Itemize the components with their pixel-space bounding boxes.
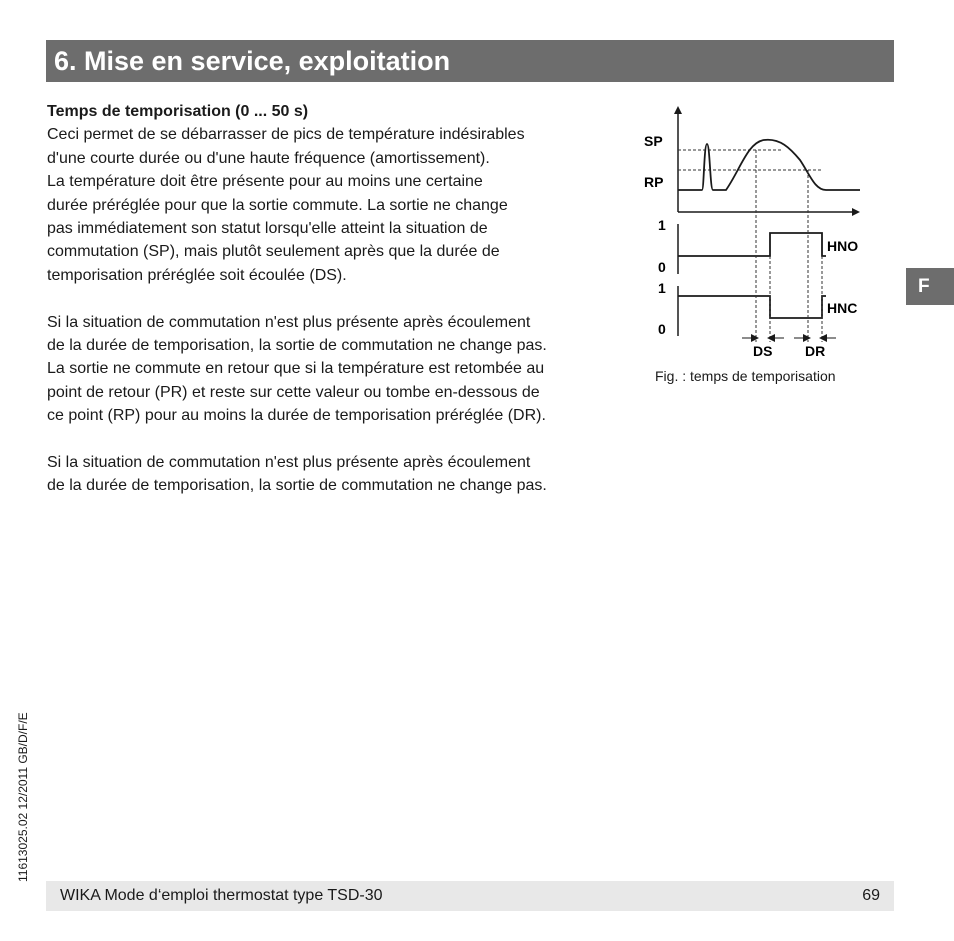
subsection-title: Temps de temporisation (0 ... 50 s) [47, 103, 309, 120]
section-heading: 6. Mise en service, exploitation [54, 46, 451, 76]
document-code: 11613025.02 12/2011 GB/D/F/E [16, 712, 30, 882]
hno-low-label: 0 [658, 259, 666, 275]
hnc-low-label: 0 [658, 321, 666, 337]
hnc-label: HNC [827, 300, 858, 316]
body-text [47, 100, 637, 498]
language-tab-label: F [918, 276, 930, 297]
text-line: Ceci permet de se débarrasser de pics de température indésirables [47, 126, 525, 144]
hno-high-label: 1 [658, 217, 666, 233]
paragraph-gap [47, 287, 637, 310]
text-line: Si la situation de commutation n'est plus présente après écoulement [47, 313, 531, 331]
x-axis-arrow-icon [852, 208, 860, 216]
temperature-curve [678, 140, 860, 190]
text-line: temporisation préréglée soit écoulée (DS). [47, 266, 347, 284]
text-line: commutation (SP), mais plutôt seulement après que la durée de [47, 243, 500, 261]
text-line: ce point (RP) pour au moins la durée de temporisation préréglée (DR). [47, 407, 546, 425]
paragraph-1 [47, 123, 637, 287]
text-line: de la durée de temporisation, la sortie de commutation ne change pas. [47, 477, 547, 495]
hnc-signal [678, 296, 826, 318]
page-number: 69 [862, 887, 880, 904]
text-line: point de retour (PR) et reste sur cette valeur ou tombe en-dessous de [47, 383, 540, 401]
paragraph-3 [47, 451, 637, 498]
text-line: La température doit être présente pour au moins une certaine [47, 173, 483, 191]
delay-time-diagram [640, 100, 870, 365]
y-axis-arrow-icon [674, 106, 682, 114]
text-line: La sortie ne commute en retour que si la température est retombée au [47, 360, 545, 378]
ds-label: DS [753, 343, 773, 359]
section-header [46, 40, 894, 82]
paragraph-gap [47, 428, 637, 451]
text-line: pas immédiatement son statut lorsqu'elle atteint la situation de [47, 220, 488, 238]
hnc-high-label: 1 [658, 280, 666, 296]
figure-caption: Fig. : temps de temporisation [655, 368, 836, 384]
text-line: de la durée de temporisation, la sortie de commutation ne change pas. [47, 337, 547, 355]
rp-label: RP [644, 174, 664, 190]
paragraph-2 [47, 311, 637, 428]
text-line: Si la situation de commutation n'est plus présente après écoulement [47, 454, 531, 472]
sp-label: SP [644, 133, 663, 149]
page-footer [46, 881, 894, 911]
text-line: durée préréglée pour que la sortie commute. La sortie ne change [47, 196, 508, 214]
dr-label: DR [805, 343, 826, 359]
hno-label: HNO [827, 238, 859, 254]
language-tab [906, 268, 954, 305]
text-line: d'une courte durée ou d'une haute fréquence (amortissement). [47, 149, 490, 167]
hno-signal [678, 233, 826, 256]
footer-title: WIKA Mode d‘emploi thermostat type TSD-30 [60, 887, 383, 904]
